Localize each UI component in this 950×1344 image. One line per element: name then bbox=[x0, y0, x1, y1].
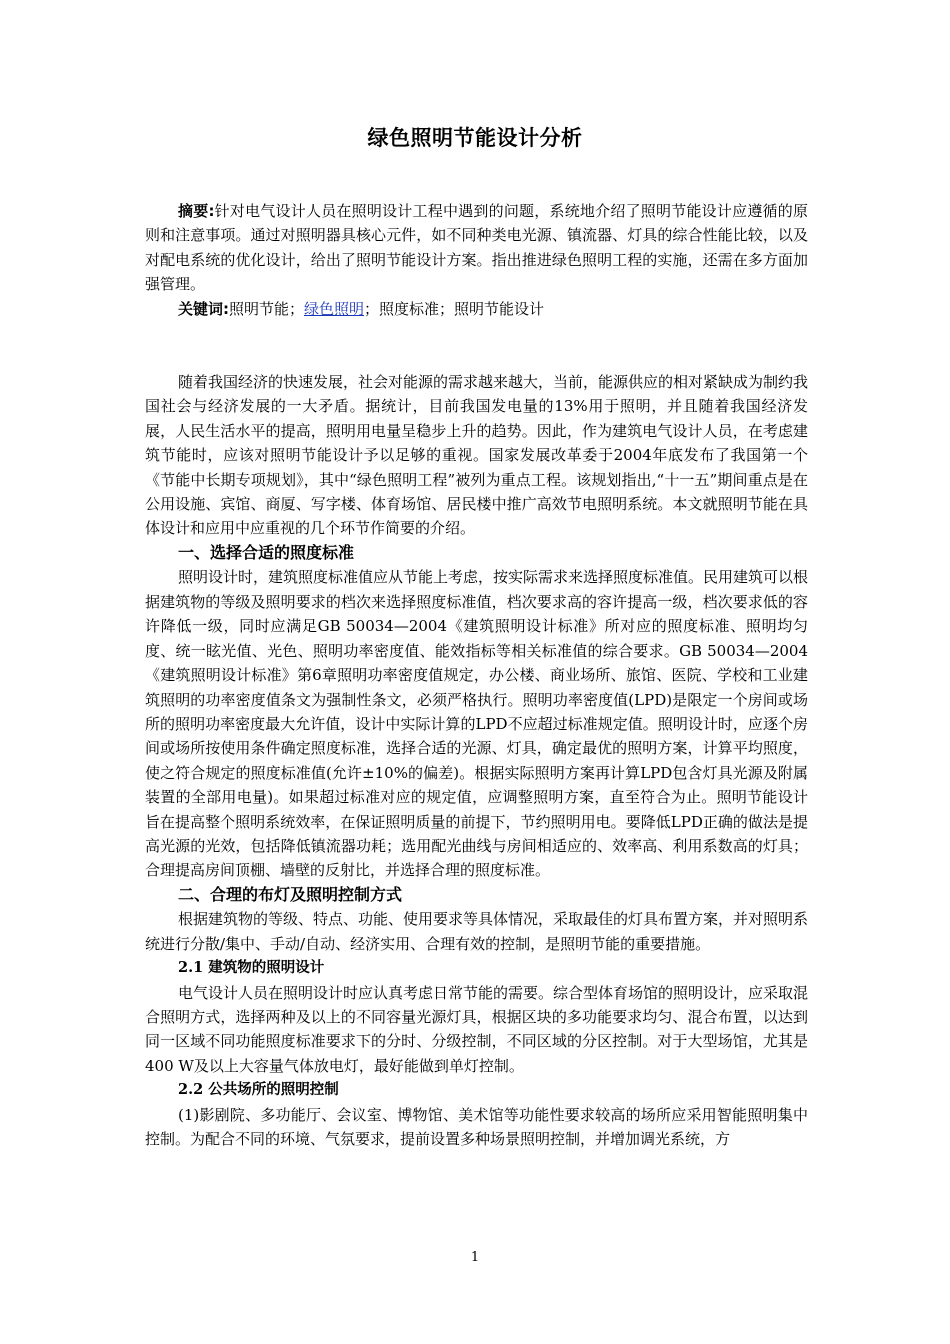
subsection-2-1-paragraph: 电气设计人员在照明设计时应认真考虑日常节能的需要。综合型体育场馆的照明设计，应采取混合照明方式，选择两种及以上的不同容量光源灯具，根据区块的多功能要求均匀、混合布置，以达到同一区域不同功能照度标准要求下的分时、分级控制，不同区域的分区控制。对于大型场馆，尤其是400 W及以上大容量气体放电灯，最好能做到单灯控制。 bbox=[145, 983, 809, 1075]
subsection-2-2-heading: 2.2 公共场所的照明控制 bbox=[178, 1081, 339, 1099]
document-title: 绿色照明节能设计分析 bbox=[367, 126, 583, 150]
section-2-heading: 二、合理的布灯及照明控制方式 bbox=[178, 884, 403, 904]
keywords-paragraph bbox=[145, 297, 808, 321]
keyword-rest: ；照度标准；照明节能设计 bbox=[364, 299, 545, 318]
section-2-paragraph: 根据建筑物的等级、特点、功能、使用要求等具体情况，采取最佳的灯具布置方案，并对照明系统进行分散/集中、手动/自动、经济实用、合理有效的控制，是照明节能的重要措施。 bbox=[145, 910, 809, 953]
keywords-label: 关键词: bbox=[178, 299, 229, 318]
document-body bbox=[145, 199, 808, 1151]
spacer bbox=[145, 321, 808, 370]
page-number: 1 bbox=[470, 1250, 480, 1265]
abstract-label: 摘要: bbox=[178, 202, 215, 220]
subsection-2-2-paragraph: (1)影剧院、多功能厅、会议室、博物馆、美术馆等功能性要求较高的场所应采用智能照明集中控制。为配合不同的环境、气氛要求，提前设置多种场景照明控制，并增加调光系统，方 bbox=[145, 1105, 808, 1148]
keyword-1: 照明节能； bbox=[229, 299, 305, 318]
intro-paragraph: 随着我国经济的快速发展，社会对能源的需求越来越大，当前，能源供应的相对紧缺成为制约我国社会与经济发展的一大矛盾。据统计，目前我国发电量的13%用于照明，并且随着我国经济发展，人民生活水平的提高，照明用电量呈稳步上升的趋势。因此，作为建筑电气设计人员，在考虑建筑节能时，应该对照明节能设计予以足够的重视。国家发展改革委于2004年底发布了我国第一个《节能中长期专项规划》，其中“绿色照明工程”被列为重点工程。该规划指出,“十一五”期间重点是在公用设施、宾馆、商厦、写字楼、体育场馆、居民楼中推广高效节电照明系统。本文就照明节能在具体设计和应用中应重视的几个环节作简要的介绍。 bbox=[145, 373, 809, 538]
section-1-paragraph: 照明设计时，建筑照度标准值应从节能上考虑，按实际需求来选择照度标准值。民用建筑可以根据建筑物的等级及照明要求的档次来选择照度标准值，档次要求高的容许提高一级，档次要求低的容许降低一级，同时应满足GB 50034—2004《建筑照明设计标准》所对应的照度标准、照明均匀度、统一眩光值、光色、照明功率密度值、能效指标等相关标准值的综合要求。GB 50034—2004《建筑照明设计标准》第6章照明功率密度值规定，办公楼、商业场所、旅馆、医院、学校和工业建筑照明的功率密度值条文为强制性条文，必须严格执行。照明功率密度值(LPD)是限定一个房间或场所的照明功率密度最大允许值，设计中实际计算的LPD不应超过标准规定值。照明设计时，应逐个房间或场所按使用条件确定照度标准，选择合适的光源、灯具，确定最优的照明方案，计算平均照度，使之符合规定的照度标准值(允许±10%的偏差)。根据实际照明方案再计算LPD包含灯具光源及附属装置的全部用电量)。如果超过标准对应的规定值，应调整照明方案，直至符合为止。照明节能设计旨在提高整个照明系统效率，在保证照明质量的前提下，节约照明用电。要降低LPD正确的做法是提高光源的光效，包括降低镇流器功耗；选用配光曲线与房间相适应的、效率高、利用系数高的灯具；合理提高房间顶棚、墙壁的反射比，并选择合理的照度标准。 bbox=[145, 568, 809, 880]
abstract-text: 针对电气设计人员在照明设计工程中遇到的问题，系统地介绍了照明节能设计应遵循的原则和注意事项。通过对照明器具核心元件，如不同种类电光源、镇流器、灯具的综合性能比较，以及对配电系统的优化设计，给出了照明节能设计方案。指出推进绿色照明工程的实施，还需在多方面加强管理。 bbox=[145, 202, 808, 294]
section-1-heading: 一、选择合适的照度标准 bbox=[178, 542, 355, 562]
keyword-link-green-lighting[interactable]: 绿色照明 bbox=[304, 299, 365, 318]
abstract-paragraph bbox=[145, 199, 808, 297]
subsection-2-1-heading: 2.1 建筑物的照明设计 bbox=[178, 959, 325, 977]
